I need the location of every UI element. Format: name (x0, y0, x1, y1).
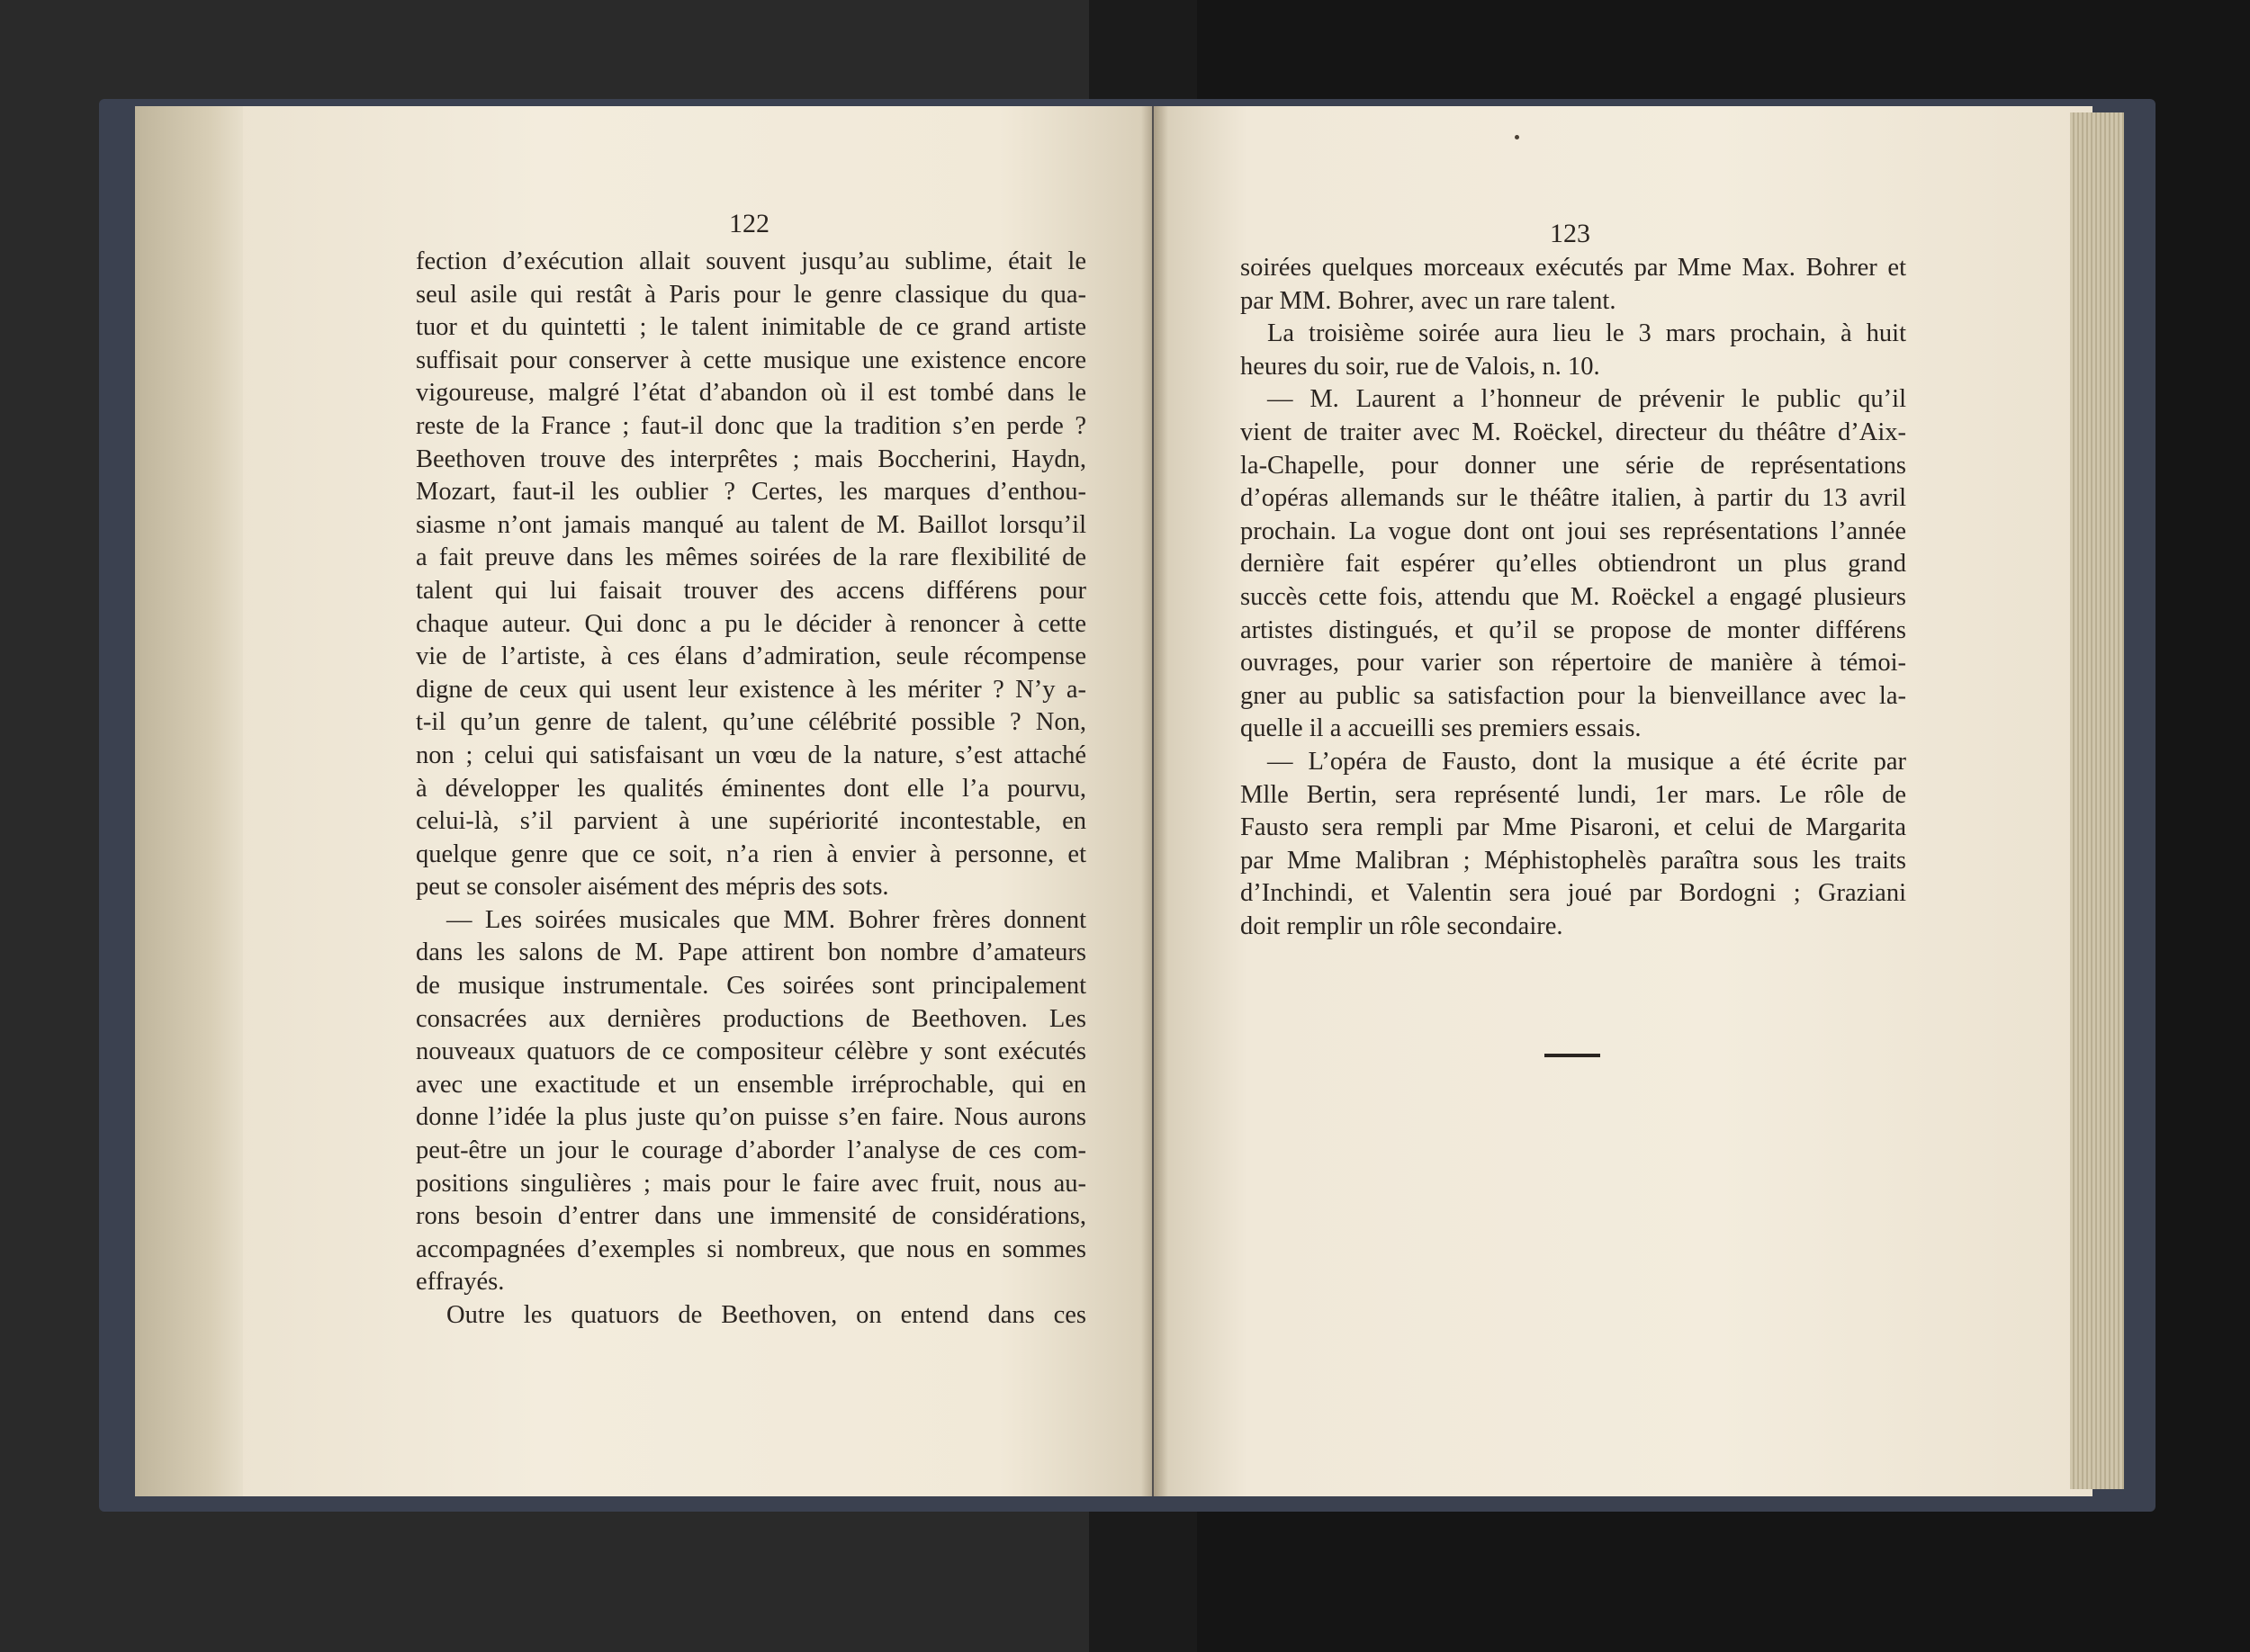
right-page-text (1240, 252, 1906, 943)
text-line: nouveaux quatuors de ce compositeur célèbre y sont exécutés (416, 1037, 1086, 1066)
text-line: doit remplir un rôle secondaire. (1240, 911, 1563, 940)
text-line: peut-être un jour le courage d’aborder l’analyse de ces com- (416, 1136, 1086, 1165)
text-line: accompagnées d’exemples si nombreux, que nous en sommes (416, 1235, 1086, 1263)
text-line: Beethoven trouve des interprêtes ; mais Boccherini, Haydn, (416, 444, 1086, 473)
text-line: siasme n’ont jamais manqué au talent de M. Baillot lorsqu’il (416, 510, 1086, 539)
text-line: soirées quelques morceaux exécutés par Mme Max. Bohrer et (1240, 254, 1906, 282)
text-line: d’Inchindi, et Valentin sera joué par Bordogni ; Graziani (1240, 879, 1906, 908)
text-line: par Mme Malibran ; Méphistophelès paraîtra sous les traits (1240, 846, 1906, 875)
text-line: gner au public sa satisfaction pour la bienveillance avec la- (1240, 681, 1906, 710)
text-line: Outre les quatuors de Beethoven, on entend dans ces (446, 1301, 1086, 1329)
book-gutter (1141, 106, 1168, 1496)
text-line: non ; celui qui satisfaisant un vœu de la nature, s’est attaché (416, 741, 1086, 769)
ink-speck (1515, 135, 1519, 139)
text-line: Mozart, faut-il les oublier ? Certes, les marques d’enthou- (416, 478, 1086, 507)
text-line: dernière fait espérer qu’elles obtiendront un plus grand (1240, 550, 1906, 579)
text-line: de musique instrumentale. Ces soirées sont principalement (416, 972, 1086, 1001)
text-line: vient de traiter avec M. Roëckel, directeur du théâtre d’Aix- (1240, 417, 1906, 446)
text-line: chaque auteur. Qui donc a pu le décider à renoncer à cette (416, 609, 1086, 638)
text-line: quelle il a accueilli ses premiers essais. (1240, 714, 1642, 743)
text-line: artistes distingués, et qu’il se propose de monter différens (1240, 615, 1906, 644)
text-line: dans les salons de M. Pape attirent bon nombre d’amateurs (416, 938, 1086, 967)
text-line: peut se consoler aisément des mépris des sots. (416, 873, 889, 902)
text-line: — Les soirées musicales que MM. Bohrer frères donnent (446, 905, 1086, 934)
text-line: vie de l’artiste, à ces élans d’admiration, seule récompense (416, 642, 1086, 671)
text-line: effrayés. (416, 1268, 505, 1297)
text-line: — M. Laurent a l’honneur de prévenir le public qu’il (1267, 385, 1906, 414)
text-line: celui-là, s’il parvient à une supériorité incontestable, en (416, 807, 1086, 836)
text-line: tuor et du quintetti ; le talent inimitable de ce grand artiste (416, 313, 1086, 342)
text-line: — L’opéra de Fausto, dont la musique a été écrite par (1267, 747, 1906, 776)
text-line: t-il qu’un genre de talent, qu’une célébrité possible ? Non, (416, 708, 1086, 737)
right-page-edge (2070, 112, 2124, 1489)
text-line: ouvrages, pour varier son répertoire de manière à témoi- (1240, 649, 1906, 678)
text-line: quelque genre que ce soit, n’a rien à envier à personne, et (416, 839, 1086, 868)
text-line: à développer les qualités éminentes dont elle l’a pourvu, (416, 774, 1086, 803)
left-page-edge (135, 106, 243, 1496)
text-line: a fait preuve dans les mêmes soirées de la rare flexibilité de (416, 543, 1086, 572)
section-rule (1544, 1054, 1600, 1057)
text-line: succès cette fois, attendu que M. Roëckel a engagé plusieurs (1240, 582, 1906, 611)
text-line: d’opéras allemands sur le théâtre italien, à partir du 13 avril (1240, 484, 1906, 513)
text-line: rons besoin d’entrer dans une immensité de considérations, (416, 1202, 1086, 1231)
text-line: prochain. La vogue dont ont joui ses représentations l’année (1240, 516, 1906, 545)
text-line: seul asile qui restât à Paris pour le genre classique du qua- (416, 280, 1086, 309)
text-line: reste de la France ; faut-il donc que la tradition s’en perde ? (416, 411, 1086, 440)
text-line: positions singulières ; mais pour le faire avec fruit, nous au- (416, 1169, 1086, 1198)
text-line: consacrées aux dernières productions de Beethoven. Les (416, 1004, 1086, 1033)
text-line: avec une exactitude et un ensemble irréprochable, qui en (416, 1070, 1086, 1099)
left-page-number: 122 (729, 209, 770, 238)
text-line: talent qui lui faisait trouver des accens différens pour (416, 576, 1086, 605)
text-line: suffisait pour conserver à cette musique une existence encore (416, 346, 1086, 374)
text-line: Fausto sera rempli par Mme Pisaroni, et celui de Margarita (1240, 813, 1906, 842)
text-line: par MM. Bohrer, avec un rare talent. (1240, 286, 1616, 315)
text-line: la-Chapelle, pour donner une série de représentations (1240, 451, 1906, 480)
text-line: digne de ceux qui usent leur existence à les mériter ? N’y a- (416, 675, 1086, 704)
text-line: La troisième soirée aura lieu le 3 mars prochain, à huit (1267, 319, 1906, 348)
right-page-number: 123 (1550, 219, 1590, 248)
text-line: vigoureuse, malgré l’état d’abandon où il est tombé dans le (416, 379, 1086, 408)
text-line: Mlle Bertin, sera représenté lundi, 1er mars. Le rôle de (1240, 780, 1906, 809)
text-line: donne l’idée la plus juste qu’on puisse s’en faire. Nous aurons (416, 1103, 1086, 1132)
text-line: fection d’exécution allait souvent jusqu’au sublime, était le (416, 247, 1086, 275)
text-line: heures du soir, rue de Valois, n. 10. (1240, 352, 1600, 381)
left-page-text (416, 246, 1086, 1333)
